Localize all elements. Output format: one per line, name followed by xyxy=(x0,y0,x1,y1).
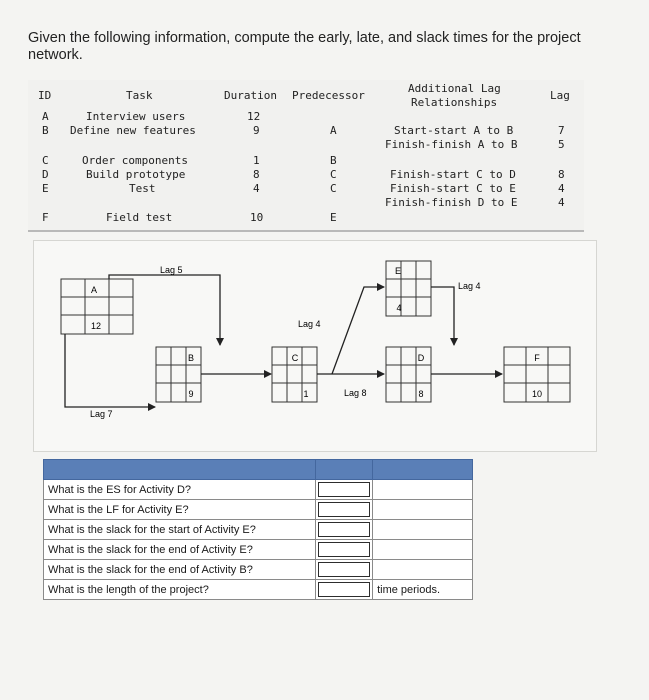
node-e-label: E xyxy=(394,266,402,276)
answer-table-header xyxy=(44,460,473,480)
lag-label-5: Lag 5 xyxy=(160,265,183,275)
answer-unit xyxy=(373,560,473,580)
row-b-duration: 9 xyxy=(253,124,260,137)
question-label: What is the slack for the start of Activity E? xyxy=(44,520,316,540)
row-e-duration: 4 xyxy=(253,182,260,195)
header-additional-line2: Relationships xyxy=(411,96,498,109)
question-row xyxy=(44,540,473,560)
node-a-duration: 12 xyxy=(90,321,102,331)
row-e2-relationship: Finish-finish D to E xyxy=(385,196,518,209)
node-e xyxy=(386,261,431,316)
row-b2-lag: 5 xyxy=(558,138,565,151)
row-b-predecessor: A xyxy=(330,124,337,137)
answer-input-slack-start-e[interactable] xyxy=(318,522,371,537)
node-f-label: F xyxy=(534,353,540,363)
node-e-duration: 4 xyxy=(396,303,402,313)
answer-input-lf-e[interactable] xyxy=(318,502,371,517)
row-a-duration: 12 xyxy=(247,110,261,123)
node-d-duration: 8 xyxy=(418,389,424,399)
header-duration: Duration xyxy=(224,89,277,102)
lag-label-4-de: Lag 4 xyxy=(458,281,481,291)
row-d-task: Build prototype xyxy=(86,168,186,181)
row-c-predecessor: B xyxy=(330,154,337,167)
answer-unit xyxy=(373,540,473,560)
row-a-task: Interview users xyxy=(86,110,186,123)
answer-unit xyxy=(373,500,473,520)
question-row xyxy=(44,500,473,520)
answer-input-slack-end-b[interactable] xyxy=(318,562,371,577)
answer-unit: time periods. xyxy=(373,580,473,600)
node-f-duration: 10 xyxy=(531,389,543,399)
question-text: Given the following information, compute the early, late, and slack times for the project network. xyxy=(28,30,581,63)
row-b-lag: 7 xyxy=(558,124,565,137)
row-b-task: Define new features xyxy=(70,124,196,137)
row-e-task: Test xyxy=(129,182,156,195)
row-d-lag: 8 xyxy=(558,168,565,181)
header-predecessor: Predecessor xyxy=(292,89,365,102)
node-c-duration: 1 xyxy=(303,389,309,399)
answer-unit xyxy=(373,520,473,540)
node-b-label: B xyxy=(187,353,195,363)
lag-label-8: Lag 8 xyxy=(344,388,367,398)
node-b-duration: 9 xyxy=(188,389,194,399)
row-c-duration: 1 xyxy=(253,154,260,167)
question-label: What is the length of the project? xyxy=(44,580,316,600)
row-c-task: Order components xyxy=(82,154,188,167)
row-d-predecessor: C xyxy=(330,168,337,181)
table-divider xyxy=(28,230,584,232)
row-f-duration: 10 xyxy=(250,211,264,224)
question-label: What is the slack for the end of Activity E? xyxy=(44,540,316,560)
row-e-relationship: Finish-start C to E xyxy=(390,182,516,195)
row-d-relationship: Finish-start C to D xyxy=(390,168,516,181)
activity-table xyxy=(28,80,584,230)
question-label: What is the slack for the end of Activity B? xyxy=(44,560,316,580)
question-row xyxy=(44,580,473,600)
answer-input-es-d[interactable] xyxy=(318,482,371,497)
row-e-id: E xyxy=(42,182,49,195)
network-diagram xyxy=(33,240,597,452)
header-additional-line1: Additional Lag xyxy=(408,82,501,95)
row-d-id: D xyxy=(42,168,49,181)
header-task: Task xyxy=(126,89,153,102)
header-lag: Lag xyxy=(550,89,570,102)
node-c-label: C xyxy=(291,353,299,363)
answer-table xyxy=(43,459,473,600)
row-e-predecessor: C xyxy=(330,182,337,195)
row-f-predecessor: E xyxy=(330,211,337,224)
row-e2-lag: 4 xyxy=(558,196,565,209)
network-svg xyxy=(34,241,596,451)
answer-input-slack-end-e[interactable] xyxy=(318,542,371,557)
row-b2-relationship: Finish-finish A to B xyxy=(385,138,518,151)
node-d-label: D xyxy=(417,353,425,363)
node-d xyxy=(386,347,431,402)
answer-input-project-length[interactable] xyxy=(318,582,371,597)
node-b xyxy=(156,347,201,402)
lag-label-7: Lag 7 xyxy=(90,409,113,419)
row-f-id: F xyxy=(42,211,49,224)
arrow-d-e-ff-lag4 xyxy=(431,287,454,345)
row-d-duration: 8 xyxy=(253,168,260,181)
question-label: What is the LF for Activity E? xyxy=(44,500,316,520)
arrow-a-b-ss-lag7 xyxy=(65,334,155,407)
lag-label-4-bc: Lag 4 xyxy=(298,319,321,329)
row-e-lag: 4 xyxy=(558,182,565,195)
row-a-id: A xyxy=(42,110,49,123)
row-b-relationship: Start-start A to B xyxy=(394,124,514,137)
row-f-task: Field test xyxy=(106,211,173,224)
question-row xyxy=(44,560,473,580)
question-row xyxy=(44,480,473,500)
answer-unit xyxy=(373,480,473,500)
row-c-id: C xyxy=(42,154,49,167)
arrow-c-e-lag4 xyxy=(332,287,384,374)
header-id: ID xyxy=(38,89,52,102)
node-a-label: A xyxy=(90,285,98,295)
row-b-id: B xyxy=(42,124,49,137)
question-row xyxy=(44,520,473,540)
question-label: What is the ES for Activity D? xyxy=(44,480,316,500)
